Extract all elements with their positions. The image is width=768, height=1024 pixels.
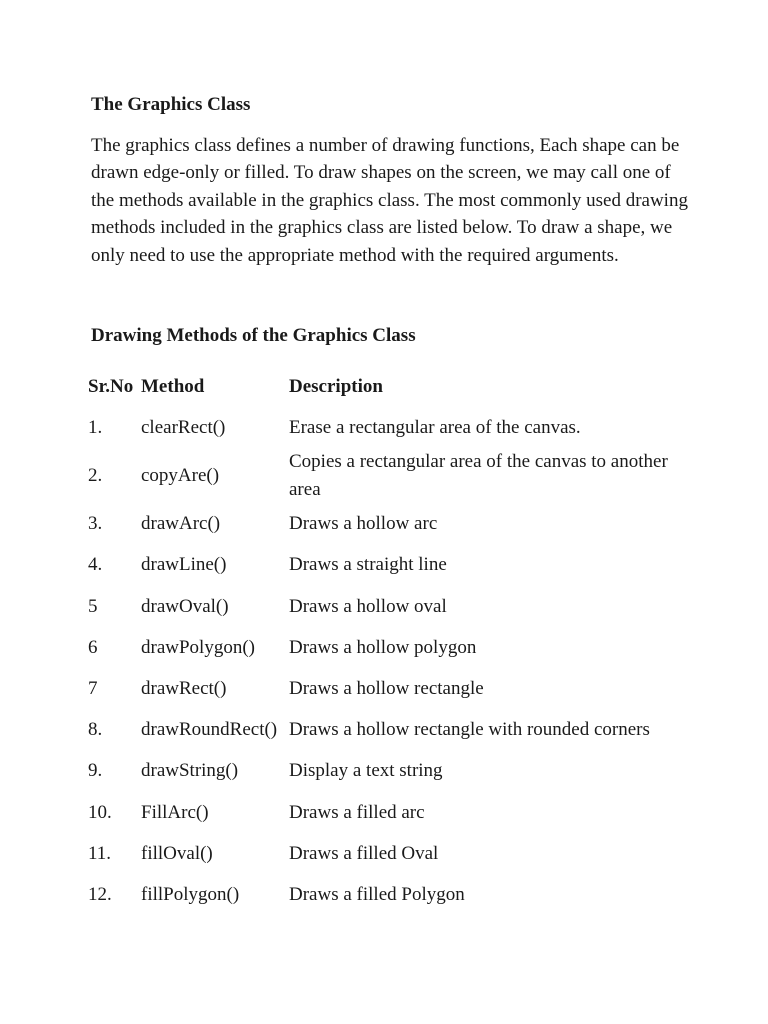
header-method: Method — [141, 375, 205, 397]
table-row — [88, 751, 679, 792]
row-method: fillPolygon() — [141, 883, 240, 905]
table-row — [88, 627, 679, 668]
row-description: Draws a hollow rectangle with rounded corners — [289, 719, 650, 741]
table-row — [88, 586, 679, 627]
table-row — [88, 668, 679, 709]
row-number: 8. — [88, 719, 103, 741]
row-description: Erase a rectangular area of the canvas. — [289, 417, 581, 439]
row-description: Draws a filled arc — [289, 801, 425, 823]
row-number: 9. — [88, 760, 103, 782]
row-method: drawString() — [141, 760, 239, 782]
row-method: drawLine() — [141, 554, 227, 576]
row-number: 12. — [88, 883, 112, 905]
row-description: Draws a hollow polygon — [289, 636, 477, 658]
row-description: Draws a hollow arc — [289, 513, 438, 535]
table-row — [88, 448, 679, 503]
row-method: drawArc() — [141, 513, 221, 535]
row-method: drawRoundRect() — [141, 719, 278, 741]
row-description: Draws a hollow oval — [289, 595, 447, 617]
row-method: drawPolygon() — [141, 636, 255, 658]
table-row — [88, 545, 679, 586]
row-number: 1. — [88, 417, 103, 439]
row-description: Draws a filled Polygon — [289, 883, 465, 905]
row-number: 2. — [88, 465, 103, 487]
row-method: FillArc() — [141, 801, 209, 823]
methods-table — [88, 366, 679, 915]
header-description: Description — [289, 375, 383, 397]
row-method: copyAre() — [141, 465, 220, 487]
row-description: Draws a straight line — [289, 554, 447, 576]
row-method: drawRect() — [141, 678, 227, 700]
row-description: Display a text string — [289, 760, 443, 782]
table-row — [88, 503, 679, 544]
table-row — [88, 874, 679, 915]
row-number: 6 — [88, 636, 98, 658]
row-description: Copies a rectangular area of the canvas to another area — [289, 451, 668, 500]
table-row — [88, 833, 679, 874]
intro-paragraph: The graphics class defines a number of drawing functions, Each shape can be drawn edge-only or filled. To draw shapes on the screen, we may call one of the methods available in the graphics class. The most commonly used drawing methods included in the graphics class are listed below. To draw a shape, we only need to use the appropriate method with the required arguments. — [91, 135, 688, 266]
table-row — [88, 709, 679, 750]
row-number: 5 — [88, 595, 98, 617]
row-number: 3. — [88, 513, 103, 535]
row-method: fillOval() — [141, 842, 213, 864]
row-number: 11. — [88, 842, 112, 864]
table-title: Drawing Methods of the Graphics Class — [91, 325, 416, 346]
row-method: drawOval() — [141, 595, 229, 617]
page-title: The Graphics Class — [91, 94, 251, 115]
table-row — [88, 407, 679, 448]
row-method: clearRect() — [141, 417, 226, 439]
row-number: 7 — [88, 678, 98, 700]
table-header-row — [88, 366, 679, 407]
row-description: Draws a hollow rectangle — [289, 678, 484, 700]
header-srno: Sr.No — [88, 375, 134, 397]
table-row — [88, 792, 679, 833]
row-number: 10. — [88, 801, 112, 823]
row-number: 4. — [88, 554, 103, 576]
row-description: Draws a filled Oval — [289, 842, 439, 864]
